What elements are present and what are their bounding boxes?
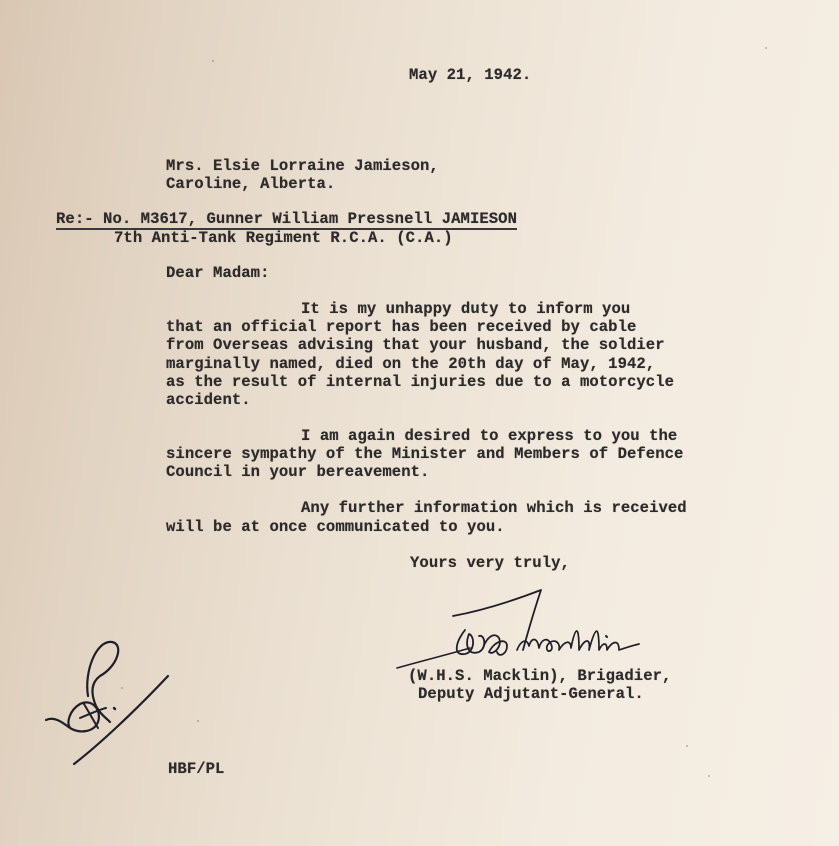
recipient-name: Mrs. Elsie Lorraine Jamieson, [166,157,439,175]
paragraph-2-line: I am again desired to express to you the [301,427,678,445]
salutation: Dear Madam: [166,264,270,282]
paragraph-1-line: from Overseas advising that your husband, the soldier [166,336,665,354]
paper-speck [197,720,199,722]
paper-speck [708,775,710,777]
subject-line: Re:- No. M3617, Gunner William Pressnell JAMIESON [56,210,517,228]
paragraph-1-line: marginally named, died on the 20th day of May, 1942, [166,355,656,373]
paragraph-2-line: Council in your bereavement. [166,463,430,481]
closing: Yours very truly, [410,554,570,572]
paper-speck [212,60,214,62]
signatory-title: Deputy Adjutant-General. [418,685,644,703]
reference-initials: HBF/PL [168,760,225,778]
subject-regiment: 7th Anti-Tank Regiment R.C.A. (C.A.) [114,229,453,247]
paragraph-2-line: sincere sympathy of the Minister and Members of Defence [166,445,684,463]
paper-speck [765,47,767,49]
recipient-address: Caroline, Alberta. [166,175,336,193]
handwritten-signature-icon [395,588,655,670]
paragraph-1-line: It is my unhappy duty to inform you [301,300,631,318]
paragraph-3-line: Any further information which is received [301,499,687,517]
paper-speck [121,687,123,689]
letter-date: May 21, 1942. [409,66,532,84]
handwritten-initials-icon [40,636,180,766]
paragraph-1-line: that an official report has been received by cable [166,318,637,336]
paragraph-1-line: as the result of internal injuries due to a motorcycle [166,373,675,391]
paragraph-1-line: accident. [166,391,251,409]
paper-speck [686,745,688,747]
paragraph-3-line: will be at once communicated to you. [166,518,505,536]
signatory-name: (W.H.S. Macklin), Brigadier, [408,667,672,685]
